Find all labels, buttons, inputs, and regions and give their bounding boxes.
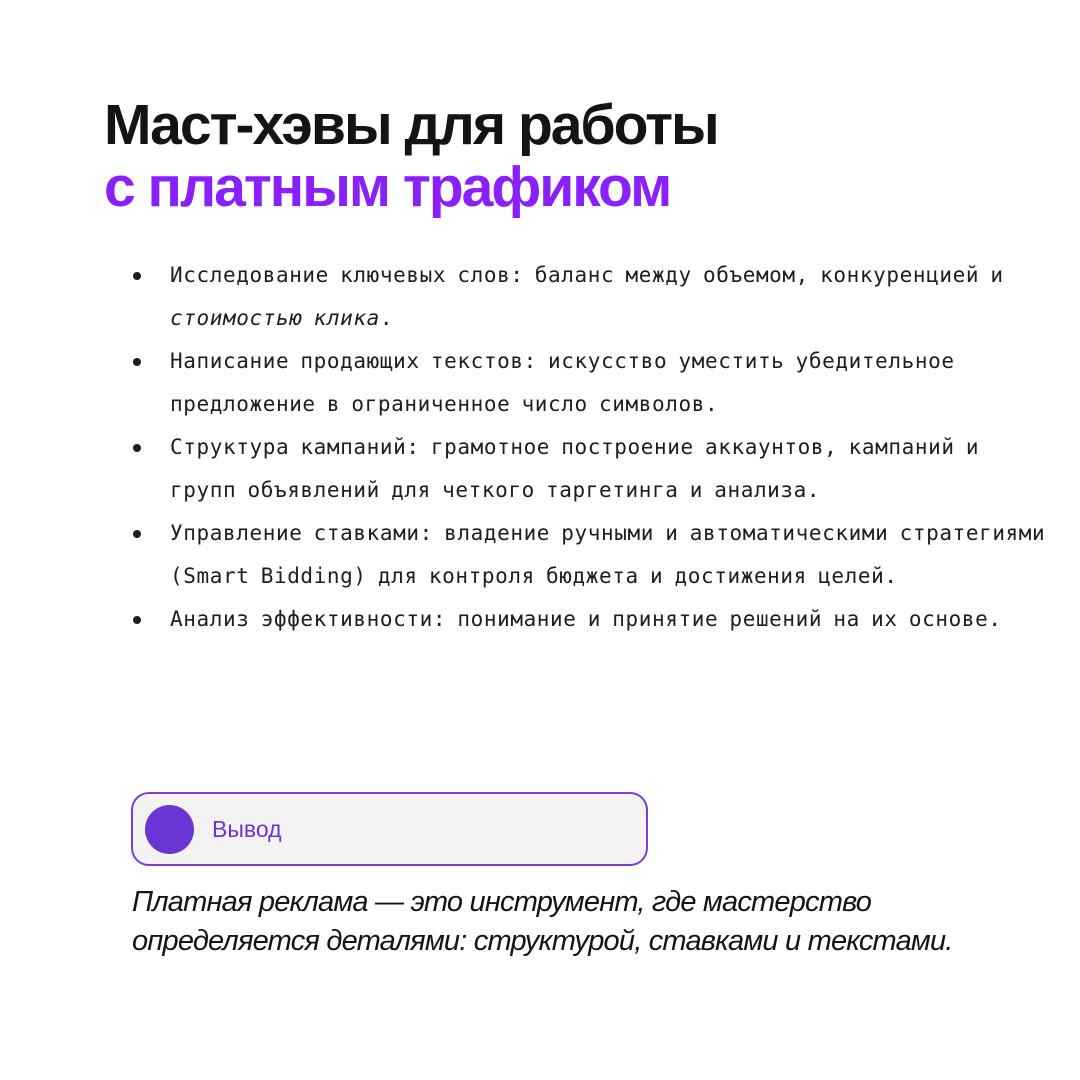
list-item (170, 512, 1050, 598)
list-item-text: Структура кампаний: грамотное построение аккаунтов, кампаний и групп объявлений для четкого таргетинга и анализа. (170, 435, 980, 502)
list-item-text: Управление ставками: владение ручными и автоматическими стратегиями (Smart Bidding) для контроля бюджета и достижения целей. (170, 521, 1046, 588)
bullet-dot-icon (133, 272, 141, 280)
bullet-dot-icon (133, 444, 141, 452)
bullet-dot-icon (133, 530, 141, 538)
list-item (170, 426, 1050, 512)
skills-list (170, 254, 1050, 641)
page-title (104, 94, 1004, 218)
title-line-accent: с платным трафиком (104, 155, 671, 219)
circle-icon (145, 805, 194, 854)
bullet-dot-icon (133, 358, 141, 366)
list-item-text: Анализ эффективности: понимание и принятие решений на их основе. (170, 607, 1002, 631)
list-item-text: Написание продающих текстов: искусство уместить убедительное предложение в ограниченное число символов. (170, 349, 955, 416)
list-item-emphasis: стоимостью клика (170, 306, 380, 330)
list-item-tail: . (379, 306, 394, 330)
conclusion-text: Платная реклама — это инструмент, где мастерство определяется деталями: структурой, ставками и текстами. (132, 886, 953, 957)
list-item (170, 254, 1050, 340)
conclusion-header (131, 792, 648, 866)
list-item-text: Исследование ключевых слов: баланс между объемом, конкуренцией и (170, 263, 1004, 287)
list-item (170, 598, 1050, 641)
title-line-dark: Маст-хэвы для работы (104, 93, 718, 157)
list-item (170, 340, 1050, 426)
conclusion-label: Вывод (212, 815, 282, 842)
bullet-dot-icon (133, 616, 141, 624)
